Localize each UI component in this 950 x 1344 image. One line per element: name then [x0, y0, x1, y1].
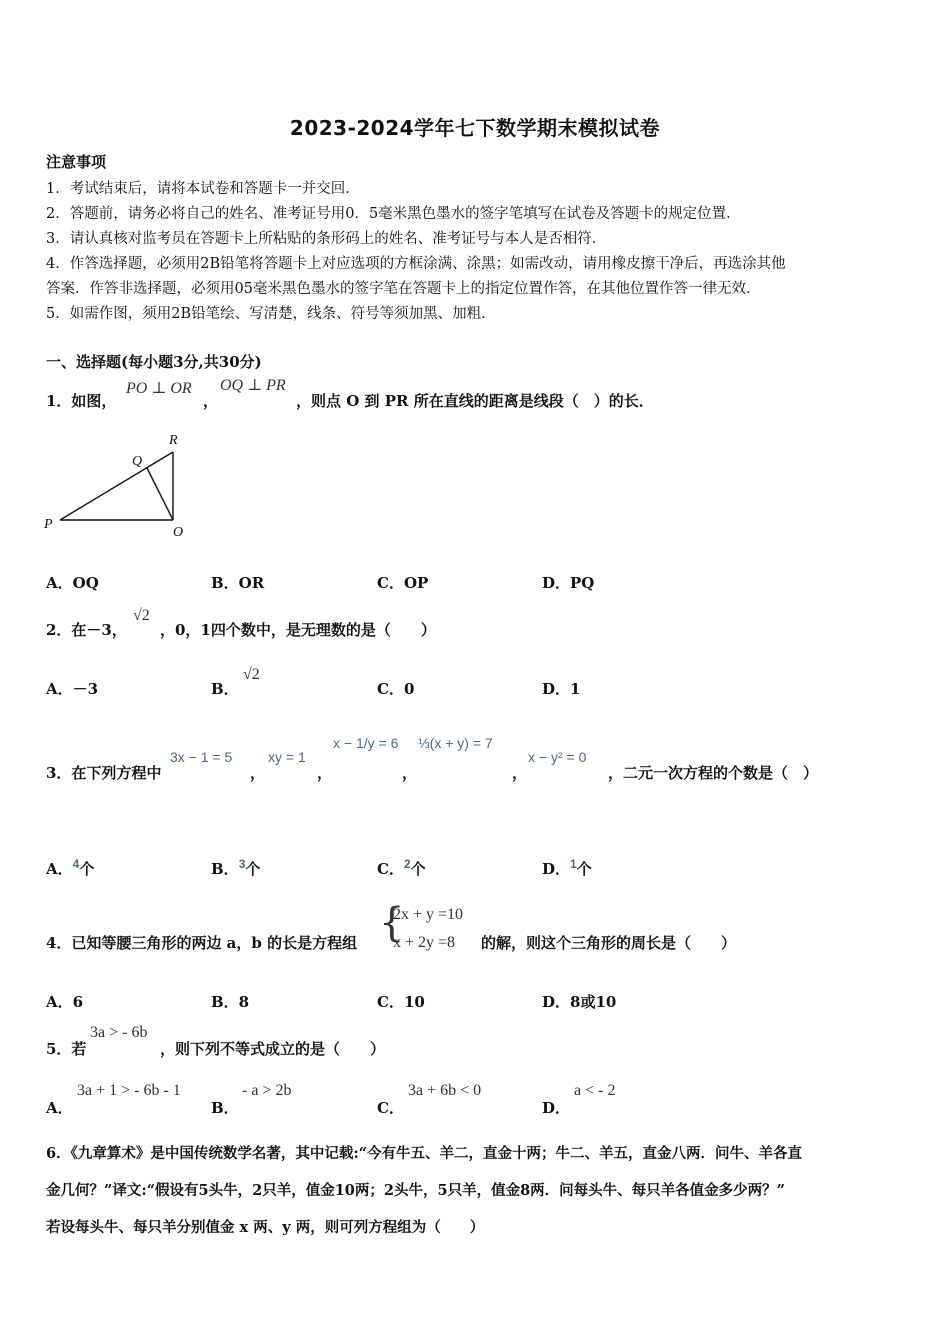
q6-line: 若设每头牛、每只羊分别值金 x 两、y 两，则可列方程组为（ ） — [46, 1219, 485, 1236]
q5-option-d-math: a < - 2 — [574, 1082, 616, 1099]
q3-eq-2: xy = 1 — [268, 749, 306, 765]
q1-math-1: PO ⊥ OR — [126, 380, 192, 397]
note-item: 1．考试结束后，请将本试卷和答题卡一并交回． — [46, 181, 360, 197]
q1-prefix: 1．如图， — [46, 392, 117, 410]
q4-brace: { — [379, 900, 405, 946]
q3-prefix: 3．在下列方程中 — [46, 764, 162, 782]
q3-comma: ， — [250, 764, 266, 782]
q5-math: 3a > - 6b — [90, 1024, 148, 1041]
section-heading: 一、选择题(每小题3分,共30分) — [46, 353, 262, 371]
q3-comma: ， — [317, 764, 333, 782]
q3-suffix: ，二元一次方程的个数是（ ） — [608, 764, 819, 782]
q3-comma: ， — [512, 764, 528, 782]
label-p: P — [44, 517, 53, 532]
note-item: 4．作答选择题，必须用2B铅笔将答题卡上对应选项的方框涂满、涂黑；如需改动，请用橡皮擦干净后，再选涂其他 — [46, 256, 786, 272]
segment-oq — [147, 468, 173, 520]
q1-suffix: ，则点 O 到 PR 所在直线的距离是线段（ ）的长． — [296, 392, 654, 410]
q3-option-d: D．$^1$个 — [542, 857, 592, 878]
q5-option-a-math: 3a + 1 > - 6b - 1 — [77, 1082, 181, 1099]
q2-option-b-math: √2 — [243, 666, 260, 683]
q4-option-c: C．10 — [377, 993, 425, 1011]
label-q: Q — [132, 454, 143, 469]
q5-option-c-math: 3a + 6b < 0 — [408, 1082, 482, 1099]
q4-option-d: D．8或10 — [542, 993, 617, 1011]
q4-prefix: 4．已知等腰三角形的两边 a，b 的长是方程组 — [46, 934, 358, 952]
q2-option-d: D．1 — [542, 680, 581, 698]
q2-option-c: C．0 — [377, 680, 415, 698]
q3-comma: ， — [402, 764, 418, 782]
q3-eq-3: x − 1/y = 6 — [333, 735, 399, 751]
q4-option-b: B．8 — [211, 993, 250, 1011]
q2-option-b: B． — [211, 680, 239, 698]
note-item: 答案．作答非选择题，必须用05毫米黑色墨水的签字笔在答题卡上的指定位置作答，在其他位置作答一律无效． — [46, 281, 761, 297]
q3-option-a: A．$^4$个 — [46, 857, 95, 878]
q2-prefix: 2．在－3， — [46, 621, 127, 639]
q5-option-c: C． — [377, 1099, 404, 1117]
note-item: 3．请认真核对监考员在答题卡上所粘贴的条形码上的姓名、准考证号与本人是否相符． — [46, 231, 607, 247]
q4-suffix: 的解，则这个三角形的周长是（ ） — [481, 934, 737, 952]
q6-line: 6．《九章算术》是中国传统数学名著，其中记载:“今有牛五、羊二，直金十两；牛二、羊五，直金八两．问牛、羊各直 — [46, 1145, 803, 1162]
q2-math-sqrt2: √2 — [133, 607, 150, 624]
notes-heading: 注意事项 — [46, 153, 107, 171]
q4-option-a: A．6 — [46, 993, 84, 1011]
q5-suffix: ，则下列不等式成立的是（ ） — [160, 1040, 386, 1058]
q2-option-a: A．－3 — [46, 680, 99, 698]
q3-option-b: B．$^3$个 — [211, 857, 261, 878]
q1-option-d: D．PQ — [542, 574, 595, 592]
q5-option-a: A． — [46, 1099, 73, 1117]
q1-sep: ， — [203, 392, 219, 410]
q5-option-b-math: - a > 2b — [242, 1082, 292, 1099]
q1-figure — [40, 428, 200, 548]
q6-line: 金几何？”译文:“假设有5头牛，2只羊，值金10两；2头牛，5只羊，值金8两．问每头牛、每只羊各值金多少两？” — [46, 1182, 785, 1199]
label-o: O — [173, 525, 184, 540]
q5-option-b: B． — [211, 1099, 239, 1117]
q3-eq-5: x − y² = 0 — [528, 749, 587, 765]
q3-eq-4: ⅓(x + y) = 7 — [418, 735, 493, 751]
q4-eq-1: 2x + y =10 — [393, 906, 464, 923]
q5-option-d: D． — [542, 1099, 571, 1117]
note-item: 2．答题前，请务必将自己的姓名、准考证号用0．5毫米黑色墨水的签字笔填写在试卷及答题卡的规定位置． — [46, 206, 741, 222]
q3-eq-1: 3x − 1 = 5 — [170, 749, 233, 765]
q1-option-a: A．OQ — [46, 574, 99, 592]
page-title: 2023-2024学年七下数学期末模拟试卷 — [289, 116, 661, 140]
label-r: R — [169, 433, 178, 448]
q4-eq-2: x + 2y =8 — [393, 934, 456, 951]
q2-suffix: ，0，1四个数中，是无理数的是（ ） — [160, 621, 436, 639]
q3-option-c: C．$^2$个 — [377, 857, 426, 878]
q5-prefix: 5．若 — [46, 1040, 87, 1058]
q1-option-b: B．OR — [211, 574, 265, 592]
note-item: 5．如需作图，须用2B铅笔绘、写清楚，线条、符号等须加黑、加粗． — [46, 306, 496, 322]
q1-option-c: C．OP — [377, 574, 429, 592]
q1-math-2: OQ ⊥ PR — [220, 377, 286, 394]
